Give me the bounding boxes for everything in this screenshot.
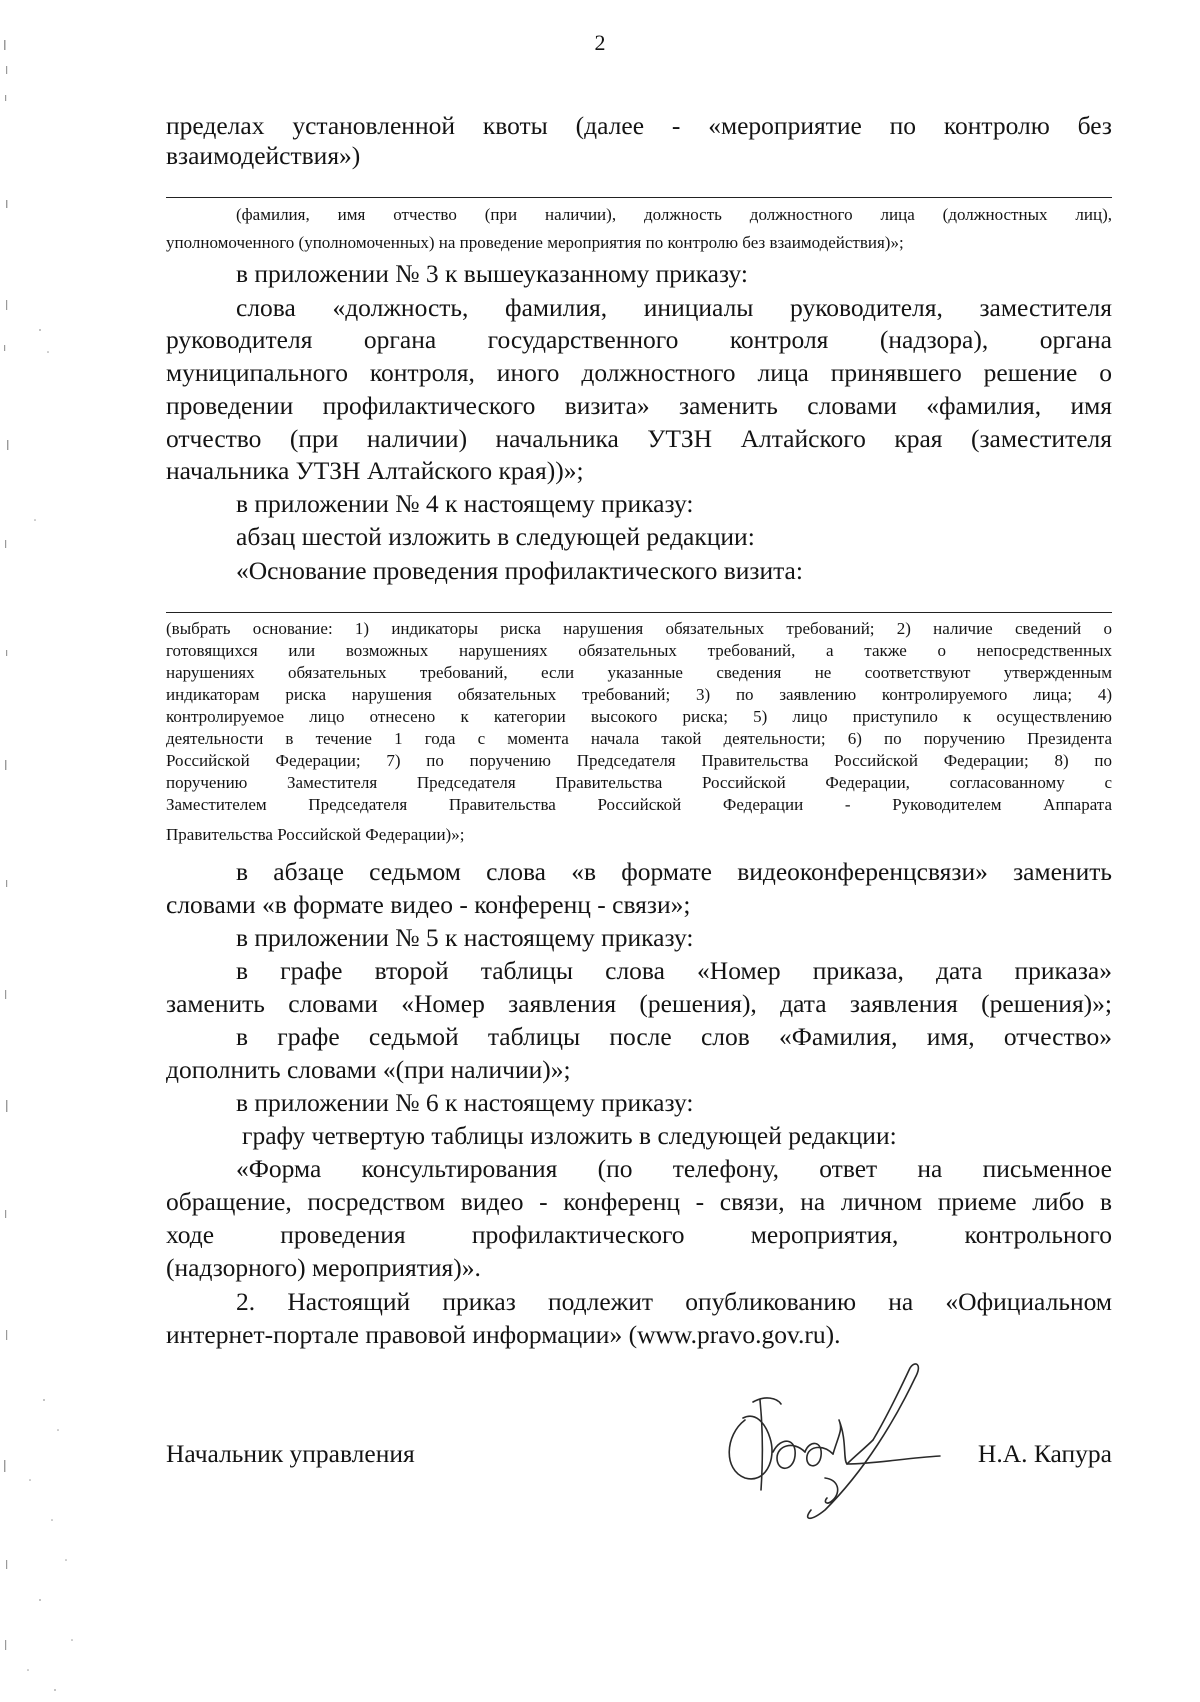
body-line: в графе седьмой таблицы после слов «Фамилия, имя, отчество» bbox=[236, 1022, 1112, 1051]
body-line: в приложении № 6 к настоящему приказу: bbox=[236, 1088, 694, 1117]
footnote-line: (фамилия, имя отчество (при наличии), должность должностного лица (должностных лиц), bbox=[236, 205, 1112, 224]
body-line: взаимодействия») bbox=[166, 141, 361, 170]
signatory-name: Н.А. Капура bbox=[977, 1439, 1112, 1468]
body-line: проведении профилактического визита» заменить словами «фамилия, имя bbox=[166, 391, 1112, 420]
footnote-line: Правительства Российской Федерации)»; bbox=[166, 825, 465, 844]
body-line: 2. Настоящий приказ подлежит опубликованию на «Официальном bbox=[236, 1287, 1112, 1316]
footnote-line: контролируемое лицо отнесено к категории высокого риска; 5) лицо приступило к осуществлению bbox=[166, 707, 1112, 726]
body-line: графу четвертую таблицы изложить в следующей редакции: bbox=[242, 1121, 897, 1150]
body-line: в приложении № 3 к вышеуказанному приказу: bbox=[236, 259, 748, 288]
body-line: слова «должность, фамилия, инициалы руководителя, заместителя bbox=[236, 293, 1112, 322]
body-line: заменить словами «Номер заявления (решения), дата заявления (решения)»; bbox=[166, 989, 1112, 1018]
body-line: в графе второй таблицы слова «Номер приказа, дата приказа» bbox=[236, 956, 1112, 985]
body-line: руководителя органа государственного контроля (надзора), органа bbox=[166, 325, 1112, 354]
body-line: обращение, посредством видео - конференц - связи, на личном приеме либо в bbox=[166, 1187, 1112, 1216]
body-line: интернет-портале правовой информации» (www.pravo.gov.ru). bbox=[166, 1320, 841, 1349]
footnote-line: готовящихся или возможных нарушениях обязательных требований, а также о непосредственных bbox=[166, 641, 1112, 660]
body-line: словами «в формате видео - конференц - связи»; bbox=[166, 890, 691, 919]
fill-in-line bbox=[166, 197, 1112, 198]
body-line: отчество (при наличии) начальника УТЗН Алтайского края (заместителя bbox=[166, 424, 1112, 453]
footnote-line: индикаторам риска нарушения обязательных требований; 3) по заявлению контролируемого лица; 4) bbox=[166, 685, 1112, 704]
body-line: «Основание проведения профилактического визита: bbox=[236, 556, 803, 585]
signatory-title: Начальник управления bbox=[166, 1439, 415, 1468]
footnote-line: уполномоченного (уполномоченных) на проведение мероприятия по контролю без взаимодействия)»; bbox=[166, 233, 904, 252]
footnote-line: Заместителем Председателя Правительства Российской Федерации - Руководителем Аппарата bbox=[166, 795, 1112, 814]
body-line: начальника УТЗН Алтайского края))»; bbox=[166, 456, 584, 485]
scan-edge-specks bbox=[0, 0, 90, 1702]
body-line: в приложении № 5 к настоящему приказу: bbox=[236, 923, 694, 952]
body-line: дополнить словами «(при наличии)»; bbox=[166, 1055, 571, 1084]
body-line: ходе проведения профилактического мероприятия, контрольного bbox=[166, 1220, 1112, 1249]
footnote-line: (выбрать основание: 1) индикаторы риска нарушения обязательных требований; 2) наличие сведений о bbox=[166, 619, 1112, 638]
body-line: «Форма консультирования (по телефону, ответ на письменное bbox=[236, 1154, 1112, 1183]
footnote-line: нарушениях обязательных требований, если указанные сведения не соответствуют утвержденным bbox=[166, 663, 1112, 682]
body-line: пределах установленной квоты (далее - «мероприятие по контролю без bbox=[166, 111, 1112, 140]
handwritten-signature bbox=[715, 1360, 945, 1530]
footnote-line: деятельности в течение 1 года с момента начала такой деятельности; 6) по поручению Президента bbox=[166, 729, 1112, 748]
body-line: абзац шестой изложить в следующей редакции: bbox=[236, 522, 755, 551]
footnote-line: поручению Заместителя Председателя Правительства Российской Федерации, согласованному с bbox=[166, 773, 1112, 792]
body-line: (надзорного) мероприятия)». bbox=[166, 1253, 481, 1282]
body-line: в абзаце седьмом слова «в формате видеоконференцсвязи» заменить bbox=[236, 857, 1112, 886]
body-line: в приложении № 4 к настоящему приказу: bbox=[236, 489, 694, 518]
body-line: муниципального контроля, иного должностного лица принявшего решение о bbox=[166, 358, 1112, 387]
fill-in-line bbox=[166, 612, 1112, 613]
footnote-line: Российской Федерации; 7) по поручению Председателя Правительства Российской Федерации; 8) по bbox=[166, 751, 1112, 770]
page-number: 2 bbox=[594, 30, 606, 55]
